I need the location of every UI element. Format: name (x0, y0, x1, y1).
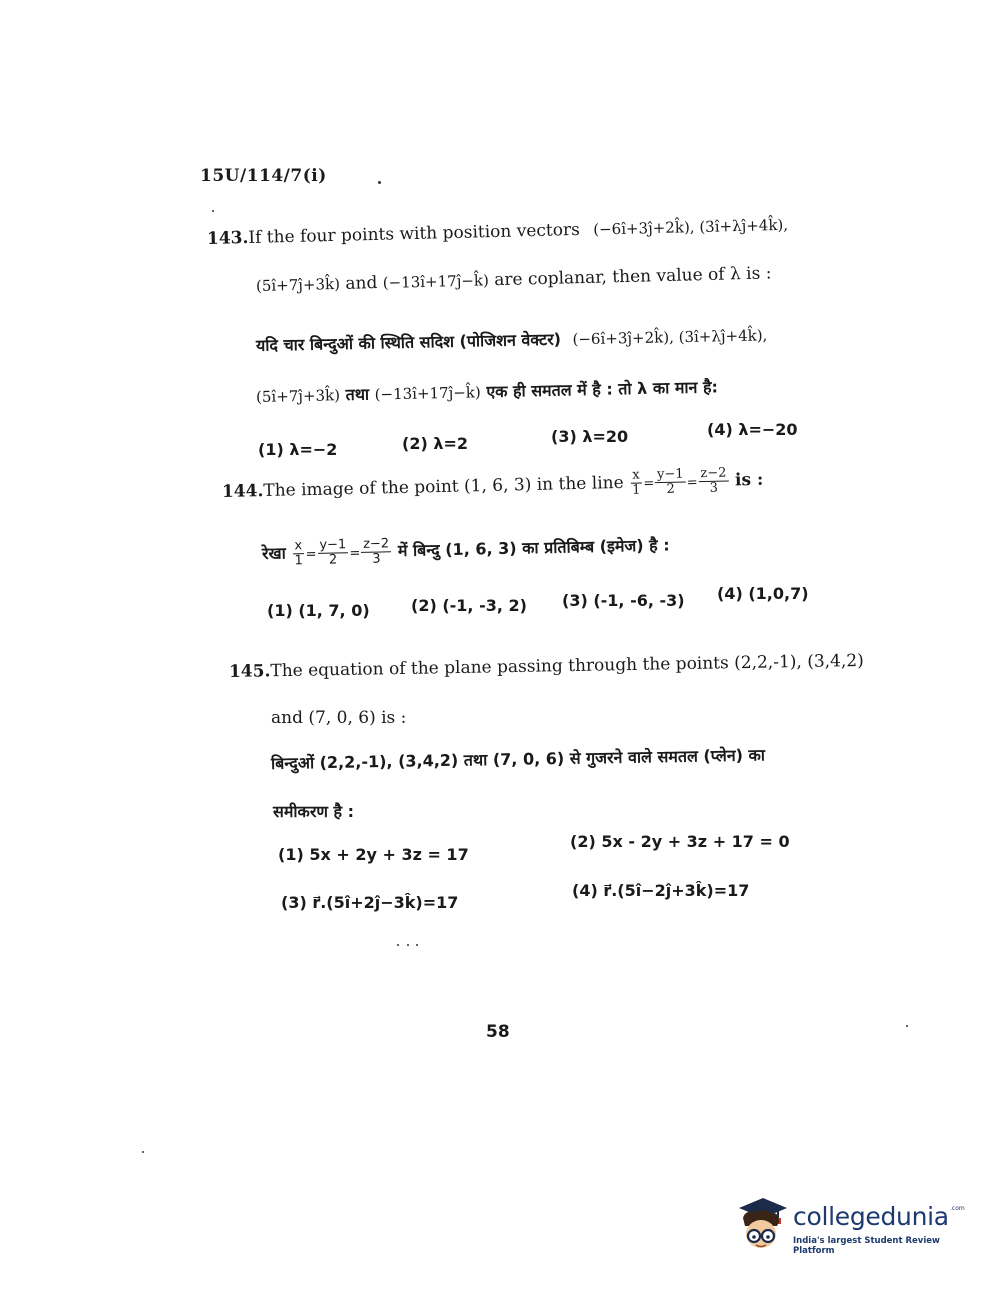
q144-option-4: (4) (1,0,7) (717, 584, 809, 603)
q143-hi-tatha: तथा (345, 384, 370, 405)
q145-option-4: (4) r⃗.(5î−2ĵ+3k̂)=17 (572, 881, 750, 900)
q145-number: 145. (228, 661, 271, 682)
q145-option-2: (2) 5x - 2y + 3z + 17 = 0 (570, 832, 790, 851)
page-number: 58 (486, 1022, 510, 1042)
q143-en-line2 (256, 263, 772, 296)
speck (378, 181, 381, 184)
logo-tagline: India's largest Student Review Platform (793, 1236, 940, 1256)
q145-hi-line1: बिन्दुओं (2,2,-1), (3,4,2) तथा (7, 0, 6) से गुजरने वाले समतल (प्लेन) का (270, 745, 766, 773)
q143-option-3: (3) λ=20 (551, 427, 629, 446)
q144-option-1: (1) (1, 7, 0) (267, 601, 370, 620)
q145-en-text: The equation of the plane passing through the points (2,2,-1), (3,4,2) (270, 650, 864, 682)
q144-number: 144. (221, 481, 264, 502)
q143-en-vec-b: (−13î+17ĵ−k̂) (382, 271, 490, 292)
paper-code: 15U/114/7(i) (200, 166, 327, 186)
q143-hi-line2 (256, 375, 718, 407)
speck (416, 944, 418, 946)
line-eq-frac-x: $\frac{x}{1}$ (632, 467, 641, 498)
q144-hi-rekha: रेखा (261, 543, 286, 563)
speck (407, 944, 409, 946)
logo-wordmark: collegedunia (793, 1202, 949, 1231)
q143-option-1: (1) λ=−2 (258, 440, 338, 459)
speck (212, 210, 214, 212)
q143-en-and: and (345, 273, 378, 294)
q143-en-vec-a: (5î+7ĵ+3k̂) (255, 274, 341, 295)
q143-hi-text: यदि चार बिन्दुओं की स्थिति सदिश (पोजिशन वेक्टर) (255, 329, 562, 355)
collegedunia-logo[interactable] (733, 1196, 968, 1260)
q145-option-3: (3) r⃗.(5î+2ĵ−3k̂)=17 (281, 893, 459, 912)
q144-en-line: 144.The image of the point (1, 6, 3) in the line $\frac{x}{1}$ = $\frac{y-1}{2}$ = $\frac{z-2}{3}$ is : (221, 465, 764, 502)
q144-en-tail: is : (734, 469, 764, 491)
q144-option-2: (2) (-1, -3, 2) (411, 596, 527, 615)
q143-en-vectors: (−6î+3ĵ+2k̂), (3î+λĵ+4k̂), (593, 215, 789, 239)
q143-en-tail: are coplanar, then value of λ is : (494, 263, 772, 291)
line-eq-frac-y: $\frac{y-1}{2}$ (655, 467, 686, 497)
q143-hi-vec-a: (5î+7ĵ+3k̂) (255, 386, 341, 406)
q143-hi-tail: एक ही समतल में है : तो λ का मान है: (486, 377, 719, 402)
speck (397, 944, 399, 946)
speck (142, 1151, 144, 1153)
q145-hi-line2: समीकरण है : (273, 802, 354, 821)
q144-hi-tail: में बिन्दु (1, 6, 3) का प्रतिबिम्ब (इमेज) है : (397, 535, 670, 561)
q143-number: 143. (206, 227, 249, 249)
q143-hi-vec-b: (−13î+17ĵ−k̂) (374, 383, 481, 404)
q143-hi-vectors: (−6î+3ĵ+2k̂), (3î+λĵ+4k̂), (572, 326, 768, 349)
speck (906, 1025, 908, 1027)
q145-en-line2: and (7, 0, 6) is : (271, 708, 407, 728)
q143-en-text: If the four points with position vectors (248, 219, 581, 248)
q143-option-2: (2) λ=2 (402, 434, 468, 453)
q145-option-1: (1) 5x + 2y + 3z = 17 (278, 845, 469, 864)
q143-option-4: (4) λ=−20 (707, 420, 798, 439)
q143-en-line1 (207, 215, 789, 249)
student-mascot-icon (733, 1196, 791, 1258)
line-eq-frac-z: $\frac{z-2}{3}$ (698, 467, 729, 497)
q145-en-line1 (229, 651, 864, 682)
q144-hi-line: रेखा $\frac{x}{1}$ = $\frac{y-1}{2}$ = $\frac{z-2}{3}$ में बिन्दु (1, 6, 3) का प्रतिबिम्ब (इमेज) है : (261, 535, 670, 569)
q143-hi-line1 (256, 323, 768, 356)
logo-suffix: .com (950, 1205, 965, 1212)
q144-option-3: (3) (-1, -6, -3) (562, 591, 685, 610)
q144-en-text: The image of the point (1, 6, 3) in the line (263, 472, 624, 502)
